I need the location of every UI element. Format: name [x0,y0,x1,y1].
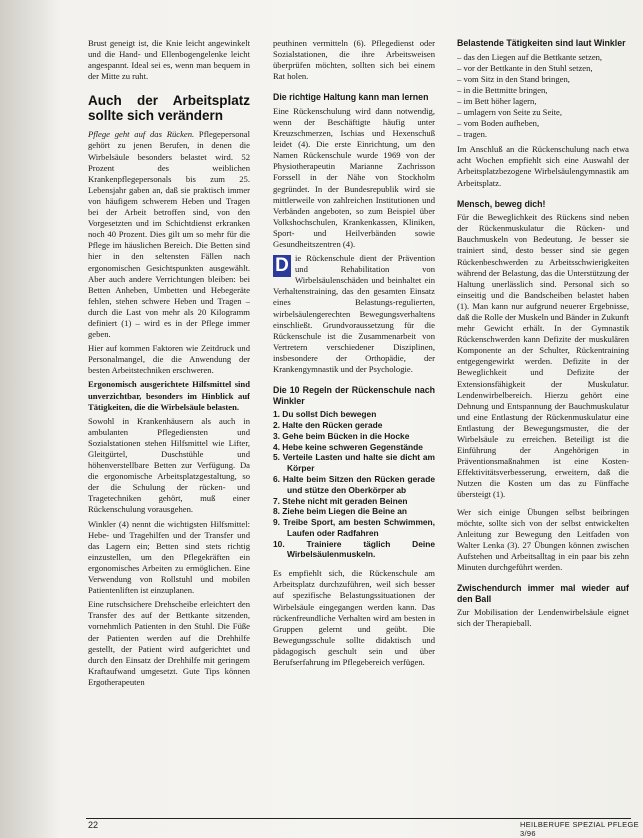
column-left [88,38,250,808]
body-text: Pflegepersonal gehört zu jenen Berufen, in denen die Wirbelsäule besonders belastet wird. 52 Prozent des weiblichen Krankenpflegepersonals bis zum 25. Lebensjahr gaben an, daß sie praktisch immer von häufigem schwerem Heben und Tragen bei der Arbeit betroffen sind, von den Vorgesetzten und im Schichtdienst erkranken noch 40 Prozent. Dies gilt um so mehr für die Pflege im häuslichen Bereich. Die Betten sind hier in den seltensten Fällen nach ergonomischen Gesichtspunkten ausgewählt. Aber auch andere Verrichtungen bleiben: bei Betten Anheben, Umbetten und Hebegeräte fehlen, stehen schwere Heben und Tragen – durch die Last von mehr als 20 Kilogramm definiert (1) – wird es in der Pflege immer geben. [88,129,250,340]
burden-list-heading: Belastende Tätigkeiten sind laut Winkler [457,38,626,48]
body-paragraph: peuthinen vermitteln (6). Pflegedienst oder Sozialstationen, die ihre Arbeitsweisen überprüfen möchten, sollten sich bei einem Rat holen. [273,38,435,82]
lead-in-text: Pflege geht auf das Rücken. [88,129,195,140]
section-heading-movement: Mensch, beweg dich! [457,198,546,209]
body-paragraph: Winkler (4) nennt die wichtigsten Hilfsmittel: Hebe- und Tragehilfen und der Transfer und das Lagern ein; Betten sind stets richtig einzustellen, um den Pflegekräften ein ergonomisches Arbeiten zu ermöglichen. Eine Verwendung von Rollstuhl und mobilen Patientenliften ist einzuplanen. [88,518,250,596]
body-paragraph [273,253,435,375]
list-item: 9. Treibe Sport, am besten Schwimmen, Laufen oder Radfahren [273,517,435,538]
list-item: – vor der Bettkante in den Stuhl setzen, [457,62,593,73]
footer-rule [86,818,631,819]
intro-paragraph: Brust geneigt ist, die Knie leicht angewinkelt und die Hand- und Ellenbogengelenke leicht angespannt. Ideal sei es, wenn man bequem in der Mitte zu ruht. [88,38,250,82]
column-middle [273,38,435,798]
body-paragraph: Hier auf kommen Faktoren wie Zeitdruck und Personalmangel, die die Anwendung der besten Arbeitstechniken erschweren. [88,343,250,376]
section-heading-workplace: Auch der Arbeitsplatz sollte sich verändern [88,93,250,123]
body-paragraph: Eine rutschsichere Drehscheibe erleichtert den Transfer des auf der Bettkante sitzenden, vornehmlich Patienten in den Stuhl. Die Füße der Patienten werden auf die Drehhilfe gestellt, der Patient wird aufgerichtet und durch den Einsatz der Drehhilfe mit geringem Kraftaufwand umgesetzt. Gute Tips können Ergotherapeuten [88,599,250,687]
body-paragraph: Zur Mobilisation der Lendenwirbelsäule eignet sich der Therapieball. [457,607,629,629]
column-right [457,38,629,808]
body-paragraph [88,129,250,340]
rules-list-heading: Die 10 Regeln der Rückenschule nach Winkler [273,385,435,406]
list-item: – vom Sitz in den Stand bringen, [457,73,570,84]
list-item: 10. Trainiere täglich Deine Wirbelsäulenmuskeln. [273,538,435,560]
list-item: 2. Halte den Rücken gerade [273,419,383,430]
section-heading-ball: Zwischendurch immer mal wieder auf den Ball [457,583,629,604]
list-item: – vom Boden aufheben, [457,118,540,129]
list-item: – in die Bettmitte bringen, [457,84,548,95]
body-paragraph: Eine Rückenschulung wird dann notwendig, wenn der Beschäftigte häufig unter Kreuzschmerzen, Ischias und Hexenschuß leidet (4). Die erste Einrichtung, um den Namen Rückenschule wurde 1969 von der Physiotherapeutin Marianne Zachrisson Forssell in der Nähe von Stockholm gegründet. In der Bundesrepublik wird sie mittlerweile von zahlreichen Institutionen und Verbänden angeboten, so zum Beispiel über Volkshochschulen, Krankenkassen, Kliniken, Sport- und Heilverbänden sowie Gesundheitszentren (4). [273,105,435,249]
body-paragraph: Wer sich einige Übungen selbst beibringen möchte, sollte sich von der selbst entwickelten Anleitung zur Bewegung den Leitfaden von Walter Lenka (3). 27 Übungen können zwischen Aufstehen und Arbeitsalltag in ein paar bis zehn Minuten durchgeführt werden. [457,506,629,573]
body-paragraph: Es empfiehlt sich, die Rückenschule am Arbeitsplatz durchzuführen, weil sich besser auf spezifische Belastungssituationen der Wirbelsäule eingegangen werden kann. Das rückenfreundliche Verhalten wird am besten in Gruppen gelernt und geübt. Die Bewegungsschule sollte didaktisch und pädagogisch geschult sein und über Berufserfahrung im Pflegebereich verfügen. [273,568,435,668]
section-heading-posture: Die richtige Haltung kann man lernen [273,92,429,103]
drop-cap: D [273,255,291,277]
list-item: – im Bett höher lagern, [457,95,537,106]
burden-list [457,52,629,141]
list-item: 5. Verteile Lasten und halte sie dicht am Körper [273,452,435,474]
list-item: – tragen. [457,129,488,140]
body-paragraph: Sowohl in Krankenhäusern als auch in ambulanten Pflegediensten und Sozialstationen stehen Hilfsmittel wie Lifter, Gleitgürtel, Duschstühle und höhenverstellbare Betten zur Verfügung. Da die ergonomische Arbeitsplatzgestaltung, so der die Schulung der rücken- und Tragetechniken gehört, muß einer Rückenschulung vorausgehen. [88,415,250,515]
page-gutter-shadow [0,0,60,838]
page-number: 22 [88,820,99,830]
list-item: 4. Hebe keine schweren Gegenstände [273,441,423,452]
running-footer-title: HEILBERUFE SPEZIAL PFLEGE 3/96 [520,820,639,838]
list-item: 8. Ziehe beim Liegen die Beine an [273,506,408,517]
emphasis-paragraph: Ergonomisch ausgerichtete Hilfsmittel sind unverzichtbar, besonders im Hinblick auf Tätigkeiten, die die Wirbelsäule belasten. [88,379,250,412]
body-paragraph: Im Anschluß an die Rückenschulung nach etwa acht Wochen empfiehlt sich eine Auswahl der Arbeitsplatzbezogene Wirbelsäulengymnastik am Arbeitsplatz. [457,144,629,188]
list-item: 7. Stehe nicht mit geraden Beinen [273,495,408,506]
rules-list [273,409,435,560]
list-item: 6. Halte beim Sitzen den Rücken gerade und stütze den Oberkörper ab [273,473,435,495]
list-item: 3. Gehe beim Bücken in die Hocke [273,430,410,441]
list-item: – das den Liegen auf die Bettkante setzen, [457,51,603,62]
body-text: ie Rückenschule dient der Prävention und Rehabilitation von Wirbelsäulenschäden und beinhaltet ein Verhaltenstraining, das den gesamten Einsatz eines Belastungs-regulierten, wirbelsäulengerechten Bewegungsverhaltens einschließt. Grundvoraussetzung für die Rückenschule ist die Zusammenarbeit von Vertretern verschiedener Disziplinen, insbesondere der Orthopädie, der Krankengymnastik und der Psychologie. [273,253,435,375]
list-item: 1. Du sollst Dich bewegen [273,409,377,420]
body-paragraph: Für die Beweglichkeit des Rückens sind neben der Rückenmuskulatur die Rücken- und Bauchmuskeln von Bedeutung. Je besser sie trainiert sind, desto besser sind sie gegen Rückenbeschwerden zu Arbeitsschwierigkeiten während der Belastung, das die Unterstützung der Haltung unerlässlich sind. Personal sich so einseitig und die Bandscheiben belastet haben (1). Man kann nur aufgrund neuerer Ergebnisse, daß die Rolle der Muskeln und Bänder in Zukunft mehr Gewicht erhält. In der Gymnastik Rückenschwerden kann Defizite der muskulären Komponente an der Schulter, Rückentraining entgegengewirkt werden. Defizite in der Beweglichkeit und Defizite der Extensionsfähigkeit der Muskulatur. Lendenwirbelbereich. Hierzu gehört eine Dehnung und Entspannung der Bauchmuskulatur und eine Entlastung der Rückenmuskulatur eine Entlastung der Bewegungsmuster, die der Wirbelsäule zu erreichen. Beteiligt ist die Einführung der Angehörigen in Präventionsmaßnahmen ist eine Kosten-Effektivitätsverbesserung, erweitern, daß die Nutzen die Kosten um das zu Fünffache übersteigt (1). [457,212,629,500]
list-item: – umlagern von Seite zu Seite, [457,106,563,117]
